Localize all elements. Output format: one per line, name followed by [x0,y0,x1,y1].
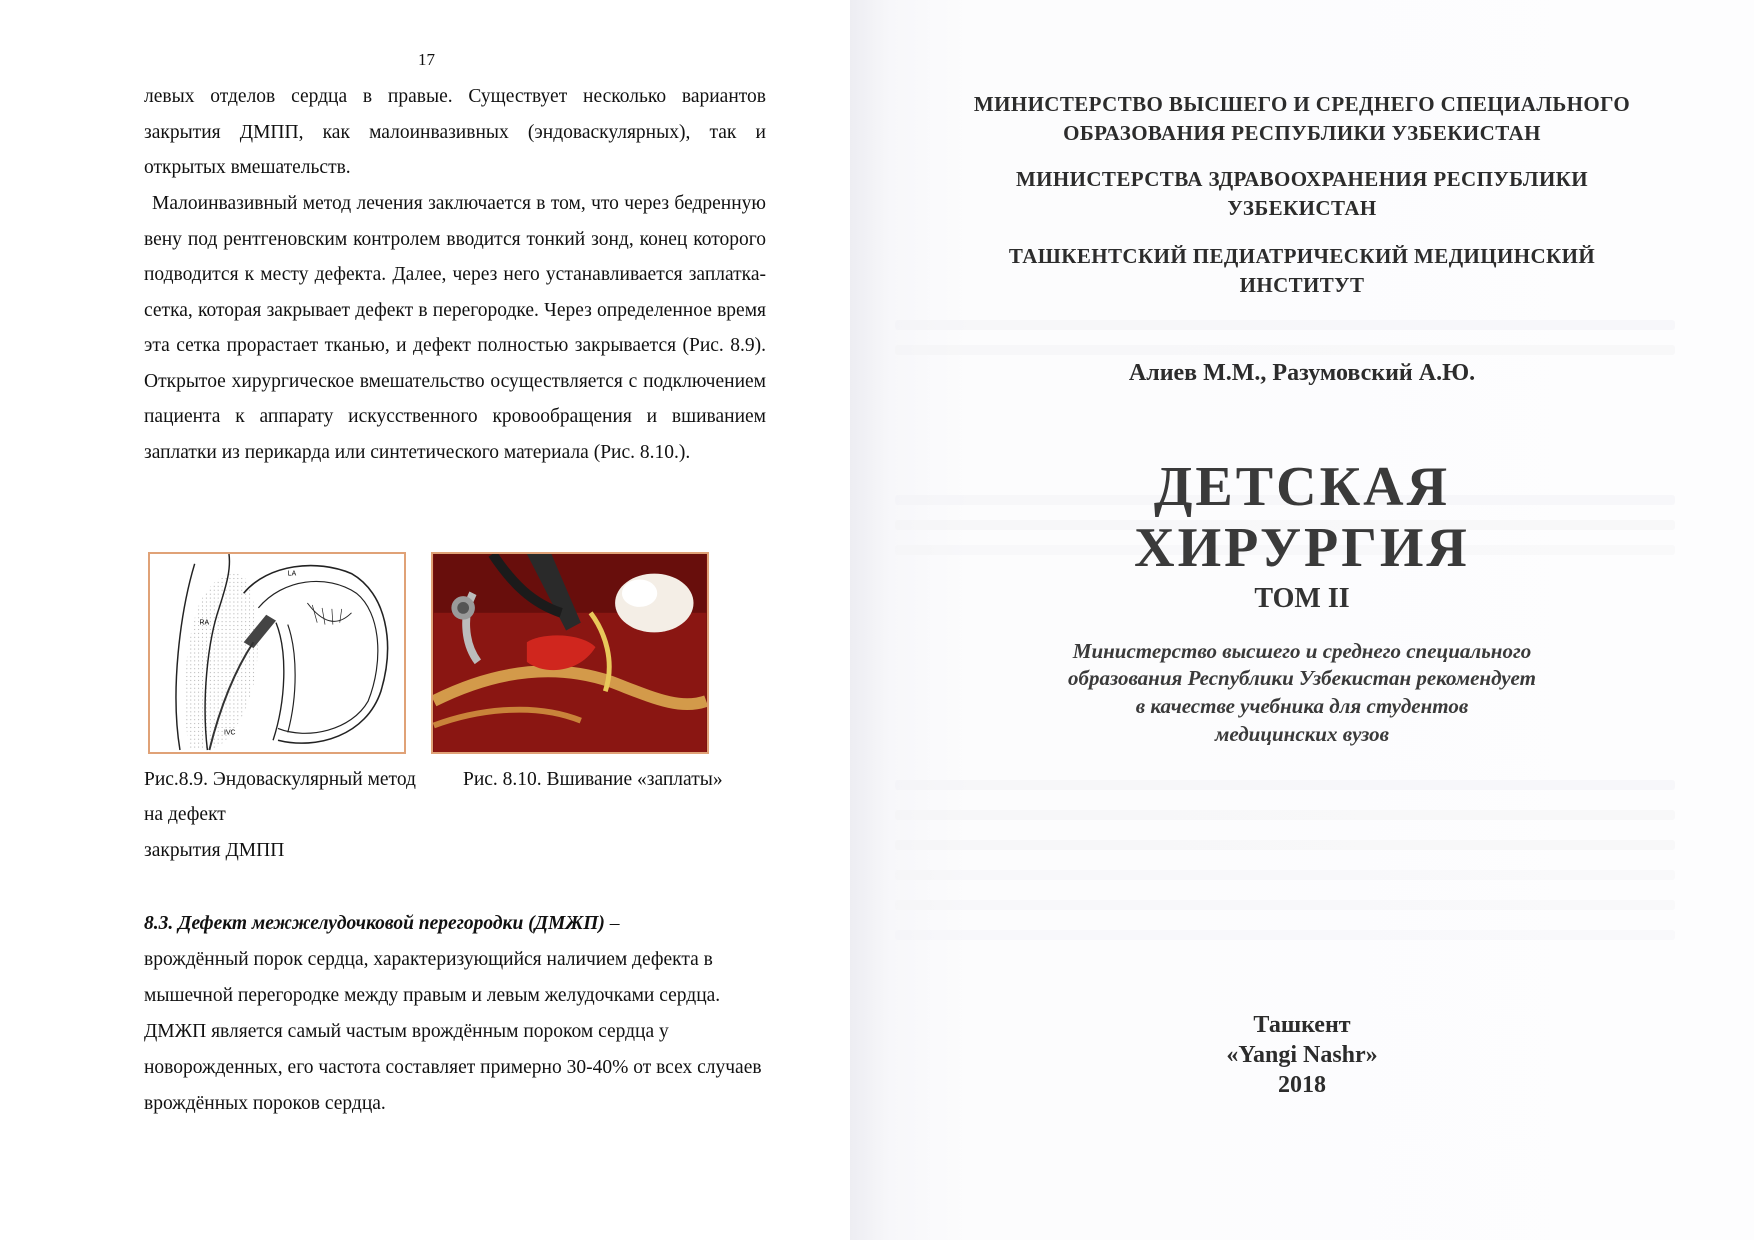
bleed-through [895,320,1675,330]
label-ivc: IVC [224,729,236,737]
ministry-heading: МИНИСТЕРСТВО ВЫСШЕГО И СРЕДНЕГО СПЕЦИАЛЬНОГО [973,92,1631,116]
authors: Алиев М.М., Разумовский А.Ю. [1128,360,1476,386]
recommendation-text-cont-3: медицинских вузов [1215,722,1389,746]
city: Ташкент [1253,1012,1351,1038]
bleed-through [895,780,1675,790]
label-la: LA [287,570,297,578]
institute-heading-cont: ИНСТИТУТ [1239,273,1365,297]
bleed-through [895,810,1675,820]
paragraph-1: левых отделов сердца в правые. Существует несколько вариантов закрытия ДМПП, как малоинвазивных (эндоваскулярных), так и открытых вмешательств. [144,86,766,178]
figure-8-9-caption-cont: на дефект [144,804,226,825]
section-dash: – [604,913,620,934]
surgery-photo [433,554,707,752]
recommendation-text-cont-2: в качестве учебника для студентов [1135,694,1469,718]
page-number: 17 [418,50,435,69]
ministry-heading-cont: ОБРАЗОВАНИЯ РЕСПУБЛИКИ УЗБЕКИСТАН [1063,121,1541,145]
figure-8-9-heart-diagram [148,552,406,754]
bleed-through [895,345,1675,355]
paragraph-2: Малоинвазивный метод лечения заключается в том, что через бедренную вену под рентгеновским контролем вводится тонкий зонд, конец которого подводится к месту дефекта. Далее, через него устанавливается заплатка-сетка, которая закрывает дефект в перегородке. Через определенное время эта сетка прорастает тканью, и дефект полностью закрывается (Рис. 8.9). Открытое хирургическое вмешательство осуществляется с подключением пациента к аппарату искусственного кровообращения и вшиванием заплатки из перикарда или синтетического материала (Рис. 8.10.). [144,193,766,463]
figure-8-9-caption-cont-2: закрытия ДМПП [144,840,285,861]
section-body: врождённый порок сердца, характеризующийся наличием дефекта в мышечной перегородке между правым и левым желудочками сердца. ДМЖП является самый частым врождённым пороком сердца у новорожденных, его частота составляет примерно 30-40% от всех случаев врождённых пороков сердца. [144,949,762,1114]
section-title: 8.3. Дефект межжелудочковой перегородки (ДМЖП) [144,913,605,934]
book-title: ДЕТСКАЯ [1153,456,1451,518]
section-8-3 [144,906,784,1122]
heart-diagram-illustration [150,554,404,752]
label-ra: RA [199,619,210,627]
institute-heading: ТАШКЕНТСКИЙ ПЕДИАТРИЧЕСКИЙ МЕДИЦИНСКИЙ [1008,244,1596,268]
health-ministry-heading: МИНИСТЕРСТВА ЗДРАВООХРАНЕНИЯ РЕСПУБЛИКИ [1015,167,1589,191]
year: 2018 [1278,1072,1326,1098]
right-page-title-scan [850,0,1754,1240]
left-page [0,0,850,1240]
figure-8-10-surgery-photo [431,552,709,754]
publisher: «Yangi Nashr» [1226,1042,1378,1068]
recommendation-text-cont: образования Республики Узбекистан рекомендует [1068,666,1536,690]
bleed-through [895,840,1675,850]
recommendation-text: Министерство высшего и среднего специального [1072,639,1532,663]
volume-label: ТОМ II [1254,583,1350,614]
bleed-through [895,900,1675,910]
figure-8-10-caption: Рис. 8.10. Вшивание «заплаты» [463,769,723,790]
bleed-through [895,930,1675,940]
health-ministry-heading-cont: УЗБЕКИСТАН [1227,196,1377,220]
book-title-cont: ХИРУРГИЯ [1134,517,1470,579]
figure-8-9-caption: Рис.8.9. Эндоваскулярный метод [144,769,416,790]
bleed-through [895,870,1675,880]
